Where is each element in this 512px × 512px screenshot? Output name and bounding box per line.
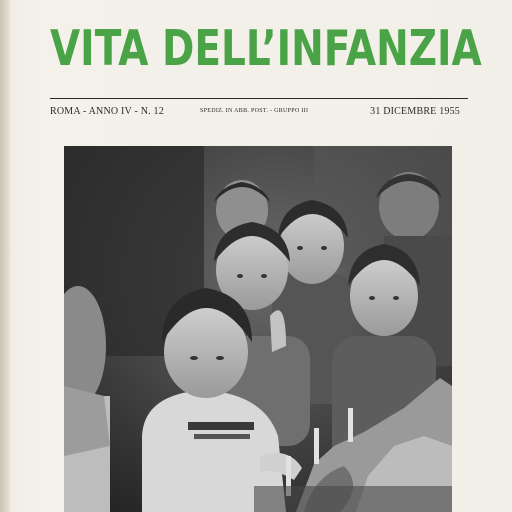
issue-line [50,106,468,122]
postal-notice: SPEDIZ. IN ABB. POST. - GRUPPO III [200,108,309,114]
issue-date: 31 DICEMBRE 1955 [370,106,460,117]
binding-edge [0,0,10,512]
masthead-title: VITA DELL’INFANZIA [50,21,482,78]
child-left-edge [64,286,110,512]
issue-place-volume: ROMA - ANNO IV - N. 12 [50,106,164,117]
cover-photo [64,146,452,512]
cover-photo-illustration [64,146,452,512]
masthead-rule [50,98,468,99]
